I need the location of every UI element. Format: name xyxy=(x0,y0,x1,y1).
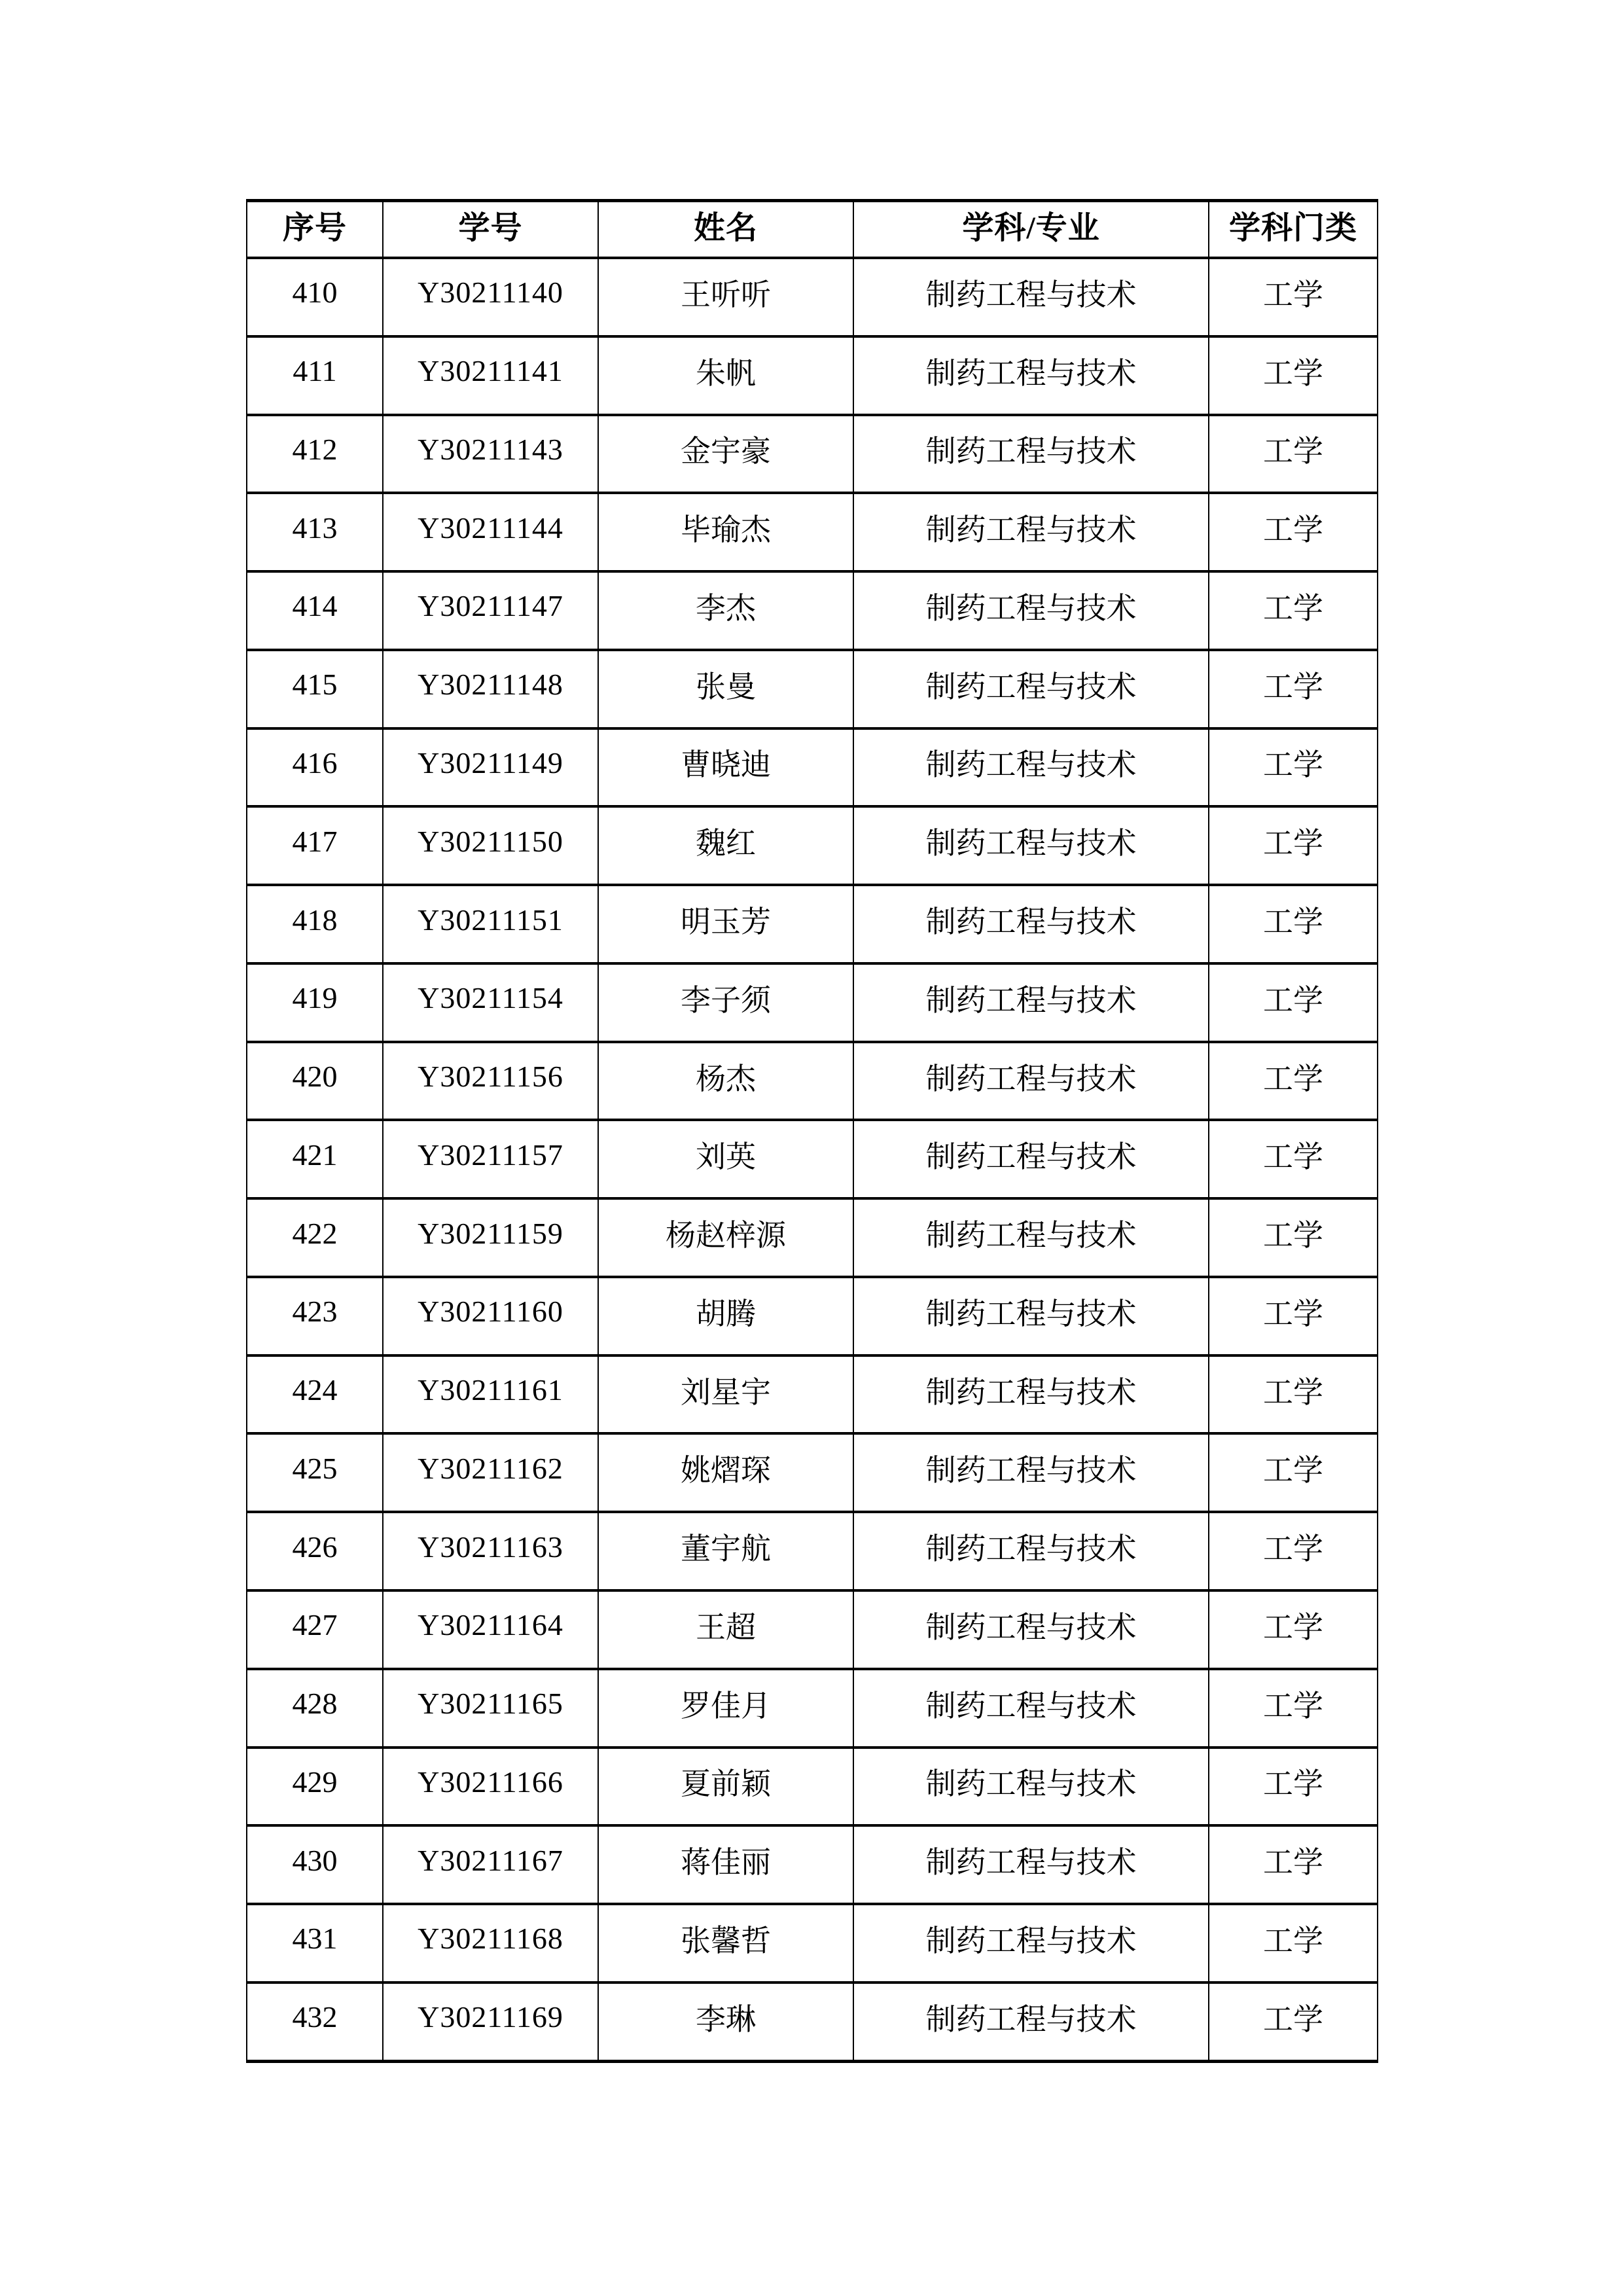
table-row xyxy=(247,258,1378,336)
header-cell-name: 姓名 xyxy=(598,201,853,259)
cell-student-id: Y30211149 xyxy=(383,728,598,807)
cell-category: 工学 xyxy=(1209,1198,1378,1277)
cell-name: 张曼 xyxy=(598,650,853,728)
cell-major: 制药工程与技术 xyxy=(853,258,1209,336)
table-row xyxy=(247,1590,1378,1669)
cell-index: 432 xyxy=(247,1982,383,2062)
cell-student-id: Y30211144 xyxy=(383,493,598,571)
cell-name: 张馨哲 xyxy=(598,1904,853,1982)
cell-name: 毕瑜杰 xyxy=(598,493,853,571)
cell-category: 工学 xyxy=(1209,336,1378,415)
cell-student-id: Y30211167 xyxy=(383,1825,598,1904)
cell-major: 制药工程与技术 xyxy=(853,728,1209,807)
cell-major: 制药工程与技术 xyxy=(853,336,1209,415)
cell-student-id: Y30211143 xyxy=(383,415,598,493)
table-row xyxy=(247,1669,1378,1748)
cell-name: 李杰 xyxy=(598,571,853,650)
cell-name: 夏前颖 xyxy=(598,1748,853,1826)
cell-student-id: Y30211163 xyxy=(383,1512,598,1590)
cell-category: 工学 xyxy=(1209,1120,1378,1198)
cell-major: 制药工程与技术 xyxy=(853,1512,1209,1590)
cell-student-id: Y30211169 xyxy=(383,1982,598,2062)
table-row xyxy=(247,1825,1378,1904)
header-cell-major: 学科/专业 xyxy=(853,201,1209,259)
cell-name: 蒋佳丽 xyxy=(598,1825,853,1904)
cell-student-id: Y30211140 xyxy=(383,258,598,336)
cell-name: 李琳 xyxy=(598,1982,853,2062)
table-row xyxy=(247,1982,1378,2062)
cell-major: 制药工程与技术 xyxy=(853,963,1209,1042)
table-row xyxy=(247,728,1378,807)
cell-name: 金宇豪 xyxy=(598,415,853,493)
cell-name: 朱帆 xyxy=(598,336,853,415)
cell-category: 工学 xyxy=(1209,885,1378,963)
cell-major: 制药工程与技术 xyxy=(853,1042,1209,1121)
table-row xyxy=(247,336,1378,415)
table-row xyxy=(247,963,1378,1042)
cell-student-id: Y30211161 xyxy=(383,1355,598,1434)
cell-category: 工学 xyxy=(1209,258,1378,336)
cell-name: 王听听 xyxy=(598,258,853,336)
cell-name: 董宇航 xyxy=(598,1512,853,1590)
cell-name: 李子须 xyxy=(598,963,853,1042)
cell-category: 工学 xyxy=(1209,650,1378,728)
header-row xyxy=(247,201,1378,259)
cell-major: 制药工程与技术 xyxy=(853,1748,1209,1826)
cell-student-id: Y30211165 xyxy=(383,1669,598,1748)
table-row xyxy=(247,571,1378,650)
cell-name: 罗佳月 xyxy=(598,1669,853,1748)
cell-name: 王超 xyxy=(598,1590,853,1669)
cell-name: 胡腾 xyxy=(598,1277,853,1355)
cell-category: 工学 xyxy=(1209,415,1378,493)
table-row xyxy=(247,1512,1378,1590)
cell-index: 415 xyxy=(247,650,383,728)
cell-student-id: Y30211147 xyxy=(383,571,598,650)
cell-major: 制药工程与技术 xyxy=(853,1669,1209,1748)
cell-index: 424 xyxy=(247,1355,383,1434)
cell-index: 423 xyxy=(247,1277,383,1355)
table-row xyxy=(247,1748,1378,1826)
cell-major: 制药工程与技术 xyxy=(853,885,1209,963)
cell-major: 制药工程与技术 xyxy=(853,493,1209,571)
cell-index: 429 xyxy=(247,1748,383,1826)
cell-category: 工学 xyxy=(1209,1669,1378,1748)
cell-category: 工学 xyxy=(1209,1512,1378,1590)
cell-major: 制药工程与技术 xyxy=(853,1982,1209,2062)
cell-category: 工学 xyxy=(1209,1042,1378,1121)
cell-category: 工学 xyxy=(1209,963,1378,1042)
cell-category: 工学 xyxy=(1209,1982,1378,2062)
table-body xyxy=(247,258,1378,2062)
cell-index: 426 xyxy=(247,1512,383,1590)
cell-index: 411 xyxy=(247,336,383,415)
cell-index: 428 xyxy=(247,1669,383,1748)
cell-category: 工学 xyxy=(1209,1590,1378,1669)
cell-student-id: Y30211166 xyxy=(383,1748,598,1826)
cell-major: 制药工程与技术 xyxy=(853,1825,1209,1904)
table-row xyxy=(247,1120,1378,1198)
cell-student-id: Y30211157 xyxy=(383,1120,598,1198)
cell-name: 明玉芳 xyxy=(598,885,853,963)
cell-name: 魏红 xyxy=(598,806,853,885)
cell-category: 工学 xyxy=(1209,1825,1378,1904)
cell-major: 制药工程与技术 xyxy=(853,806,1209,885)
cell-category: 工学 xyxy=(1209,1277,1378,1355)
table-row xyxy=(247,806,1378,885)
table-row xyxy=(247,650,1378,728)
cell-index: 417 xyxy=(247,806,383,885)
cell-category: 工学 xyxy=(1209,1433,1378,1512)
cell-major: 制药工程与技术 xyxy=(853,415,1209,493)
cell-name: 杨杰 xyxy=(598,1042,853,1121)
cell-student-id: Y30211159 xyxy=(383,1198,598,1277)
cell-name: 姚熠琛 xyxy=(598,1433,853,1512)
cell-student-id: Y30211168 xyxy=(383,1904,598,1982)
cell-major: 制药工程与技术 xyxy=(853,1433,1209,1512)
cell-name: 曹晓迪 xyxy=(598,728,853,807)
cell-index: 413 xyxy=(247,493,383,571)
cell-name: 杨赵梓源 xyxy=(598,1198,853,1277)
student-roster-table xyxy=(246,199,1378,2063)
cell-name: 刘星宇 xyxy=(598,1355,853,1434)
table-row xyxy=(247,885,1378,963)
cell-major: 制药工程与技术 xyxy=(853,1355,1209,1434)
cell-category: 工学 xyxy=(1209,1904,1378,1982)
cell-student-id: Y30211141 xyxy=(383,336,598,415)
cell-student-id: Y30211154 xyxy=(383,963,598,1042)
cell-student-id: Y30211151 xyxy=(383,885,598,963)
cell-category: 工学 xyxy=(1209,806,1378,885)
table-row xyxy=(247,1433,1378,1512)
table-row xyxy=(247,1355,1378,1434)
cell-index: 425 xyxy=(247,1433,383,1512)
cell-index: 430 xyxy=(247,1825,383,1904)
table-row xyxy=(247,415,1378,493)
table-row xyxy=(247,1042,1378,1121)
header-cell-index: 序号 xyxy=(247,201,383,259)
cell-major: 制药工程与技术 xyxy=(853,1590,1209,1669)
cell-index: 427 xyxy=(247,1590,383,1669)
cell-index: 431 xyxy=(247,1904,383,1982)
table-row xyxy=(247,1904,1378,1982)
cell-student-id: Y30211148 xyxy=(383,650,598,728)
cell-major: 制药工程与技术 xyxy=(853,1904,1209,1982)
header-cell-student-id: 学号 xyxy=(383,201,598,259)
cell-index: 412 xyxy=(247,415,383,493)
cell-category: 工学 xyxy=(1209,1355,1378,1434)
cell-major: 制药工程与技术 xyxy=(853,1198,1209,1277)
cell-major: 制药工程与技术 xyxy=(853,1277,1209,1355)
cell-index: 414 xyxy=(247,571,383,650)
cell-category: 工学 xyxy=(1209,1748,1378,1826)
cell-category: 工学 xyxy=(1209,571,1378,650)
cell-name: 刘英 xyxy=(598,1120,853,1198)
cell-student-id: Y30211156 xyxy=(383,1042,598,1121)
cell-index: 418 xyxy=(247,885,383,963)
cell-student-id: Y30211160 xyxy=(383,1277,598,1355)
cell-major: 制药工程与技术 xyxy=(853,650,1209,728)
cell-category: 工学 xyxy=(1209,493,1378,571)
table-row xyxy=(247,1198,1378,1277)
cell-major: 制药工程与技术 xyxy=(853,571,1209,650)
cell-student-id: Y30211164 xyxy=(383,1590,598,1669)
cell-index: 421 xyxy=(247,1120,383,1198)
table-row xyxy=(247,1277,1378,1355)
cell-student-id: Y30211150 xyxy=(383,806,598,885)
header-cell-category: 学科门类 xyxy=(1209,201,1378,259)
cell-index: 420 xyxy=(247,1042,383,1121)
cell-index: 410 xyxy=(247,258,383,336)
cell-index: 419 xyxy=(247,963,383,1042)
table-row xyxy=(247,493,1378,571)
cell-student-id: Y30211162 xyxy=(383,1433,598,1512)
cell-index: 422 xyxy=(247,1198,383,1277)
cell-category: 工学 xyxy=(1209,728,1378,807)
cell-major: 制药工程与技术 xyxy=(853,1120,1209,1198)
cell-index: 416 xyxy=(247,728,383,807)
